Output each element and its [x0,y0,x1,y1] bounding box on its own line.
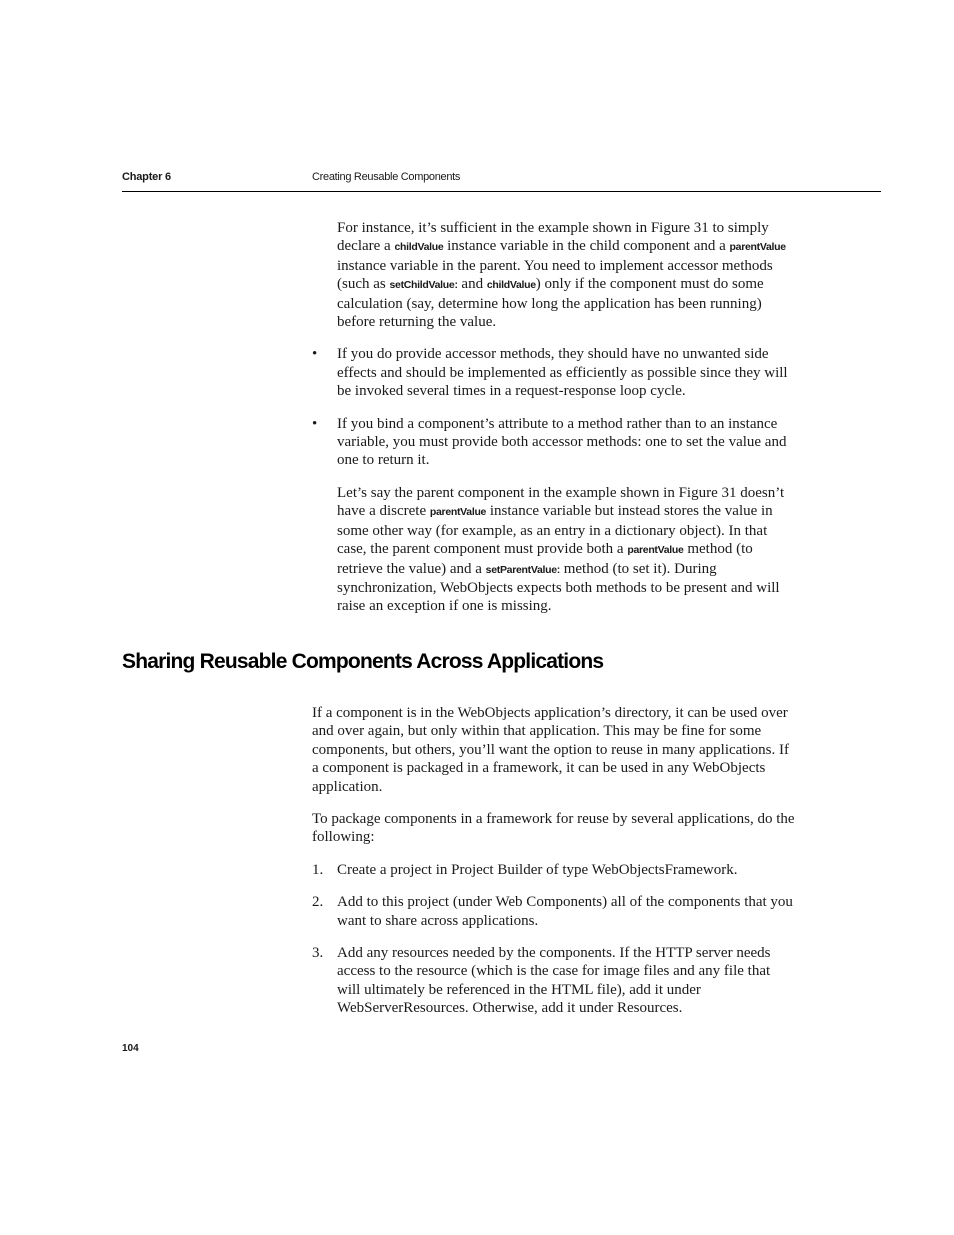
code-parentValue: parentValue [627,544,684,557]
step-number: 1. [312,861,324,878]
step-number: 2. [312,894,324,911]
step-item: 3. Add any resources needed by the components. If the HTTP server needs access to the resource (which is the case for image files and any file that will ultimately be referenced in the HTML file), add it under WebServerResources. Otherwise, add it under Resources. [312,945,771,1017]
page-number: 104 [122,1043,139,1054]
code-setParentValue: setParentValue: [485,563,560,576]
paragraph-instructions: To package components in a framework for reuse by several applications, do the following: [312,811,795,846]
code-parentValue: parentValue [429,506,487,519]
paragraph-intro: If a component is in the WebObjects application’s directory, it can be used over and over again, but only within that application. This may be fine for some components, but others, you’ll want the option to reuse in many applications. If a component is packaged in a framework, it can be used in any WebObjects application. [312,705,789,795]
section-heading: Sharing Reusable Components Across Applications [122,650,604,673]
step-item: 1. Create a project in Project Builder of type WebObjectsFramework. [312,861,738,878]
code-childValue: childValue [394,241,444,254]
chapter-label: Chapter 6 [122,171,171,183]
bullet-item: • If you bind a component’s attribute to a method rather than to an instance variable, you must provide both accessor methods: one to set the value and one to return it. [312,415,787,469]
code-parentValue: parentValue [729,241,786,254]
code-childValue: childValue [486,279,536,292]
body-upper [312,219,797,616]
paragraph-discrete-variable: Let’s say the parent component in the example shown in Figure 31 doesn’t have a discrete parentValue instance variable but instead stores the value in some other way (for example, as an entry in a dictionary object). In that case, the parent component must provide both a parentValue method (to retrieve the value) and a setParentValue: method (to set it). During synchronization, WebObjects expects both methods to be present and will raise an exception if one is missing. [337,484,785,615]
step-item: 2. Add to this project (under Web Components) all of the components that you want to share across applications. [312,894,793,929]
bullet-mark: • [312,415,318,432]
code-setChildValue: setChildValue: [389,279,458,292]
bullet-mark: • [312,346,318,363]
body-lower [312,704,797,1018]
paragraph-accessor-note: For instance, it’s sufficient in the example shown in Figure 31 to simply declare a childValue instance variable in the child component and a parentValue instance variable in the parent. You need to implement accessor methods (such as setChildValue: and childValue) only if the component must do some calculation (say, determine how long the application has been running) before returning the value. [337,220,786,331]
step-number: 3. [312,945,324,962]
bullet-item: • If you do provide accessor methods, they should have no unwanted side effects and should be implemented as efficiently as possible since they will be invoked several times in a request-response loop cycle. [312,346,788,400]
running-header [122,171,881,192]
chapter-title: Creating Reusable Components [312,171,461,183]
